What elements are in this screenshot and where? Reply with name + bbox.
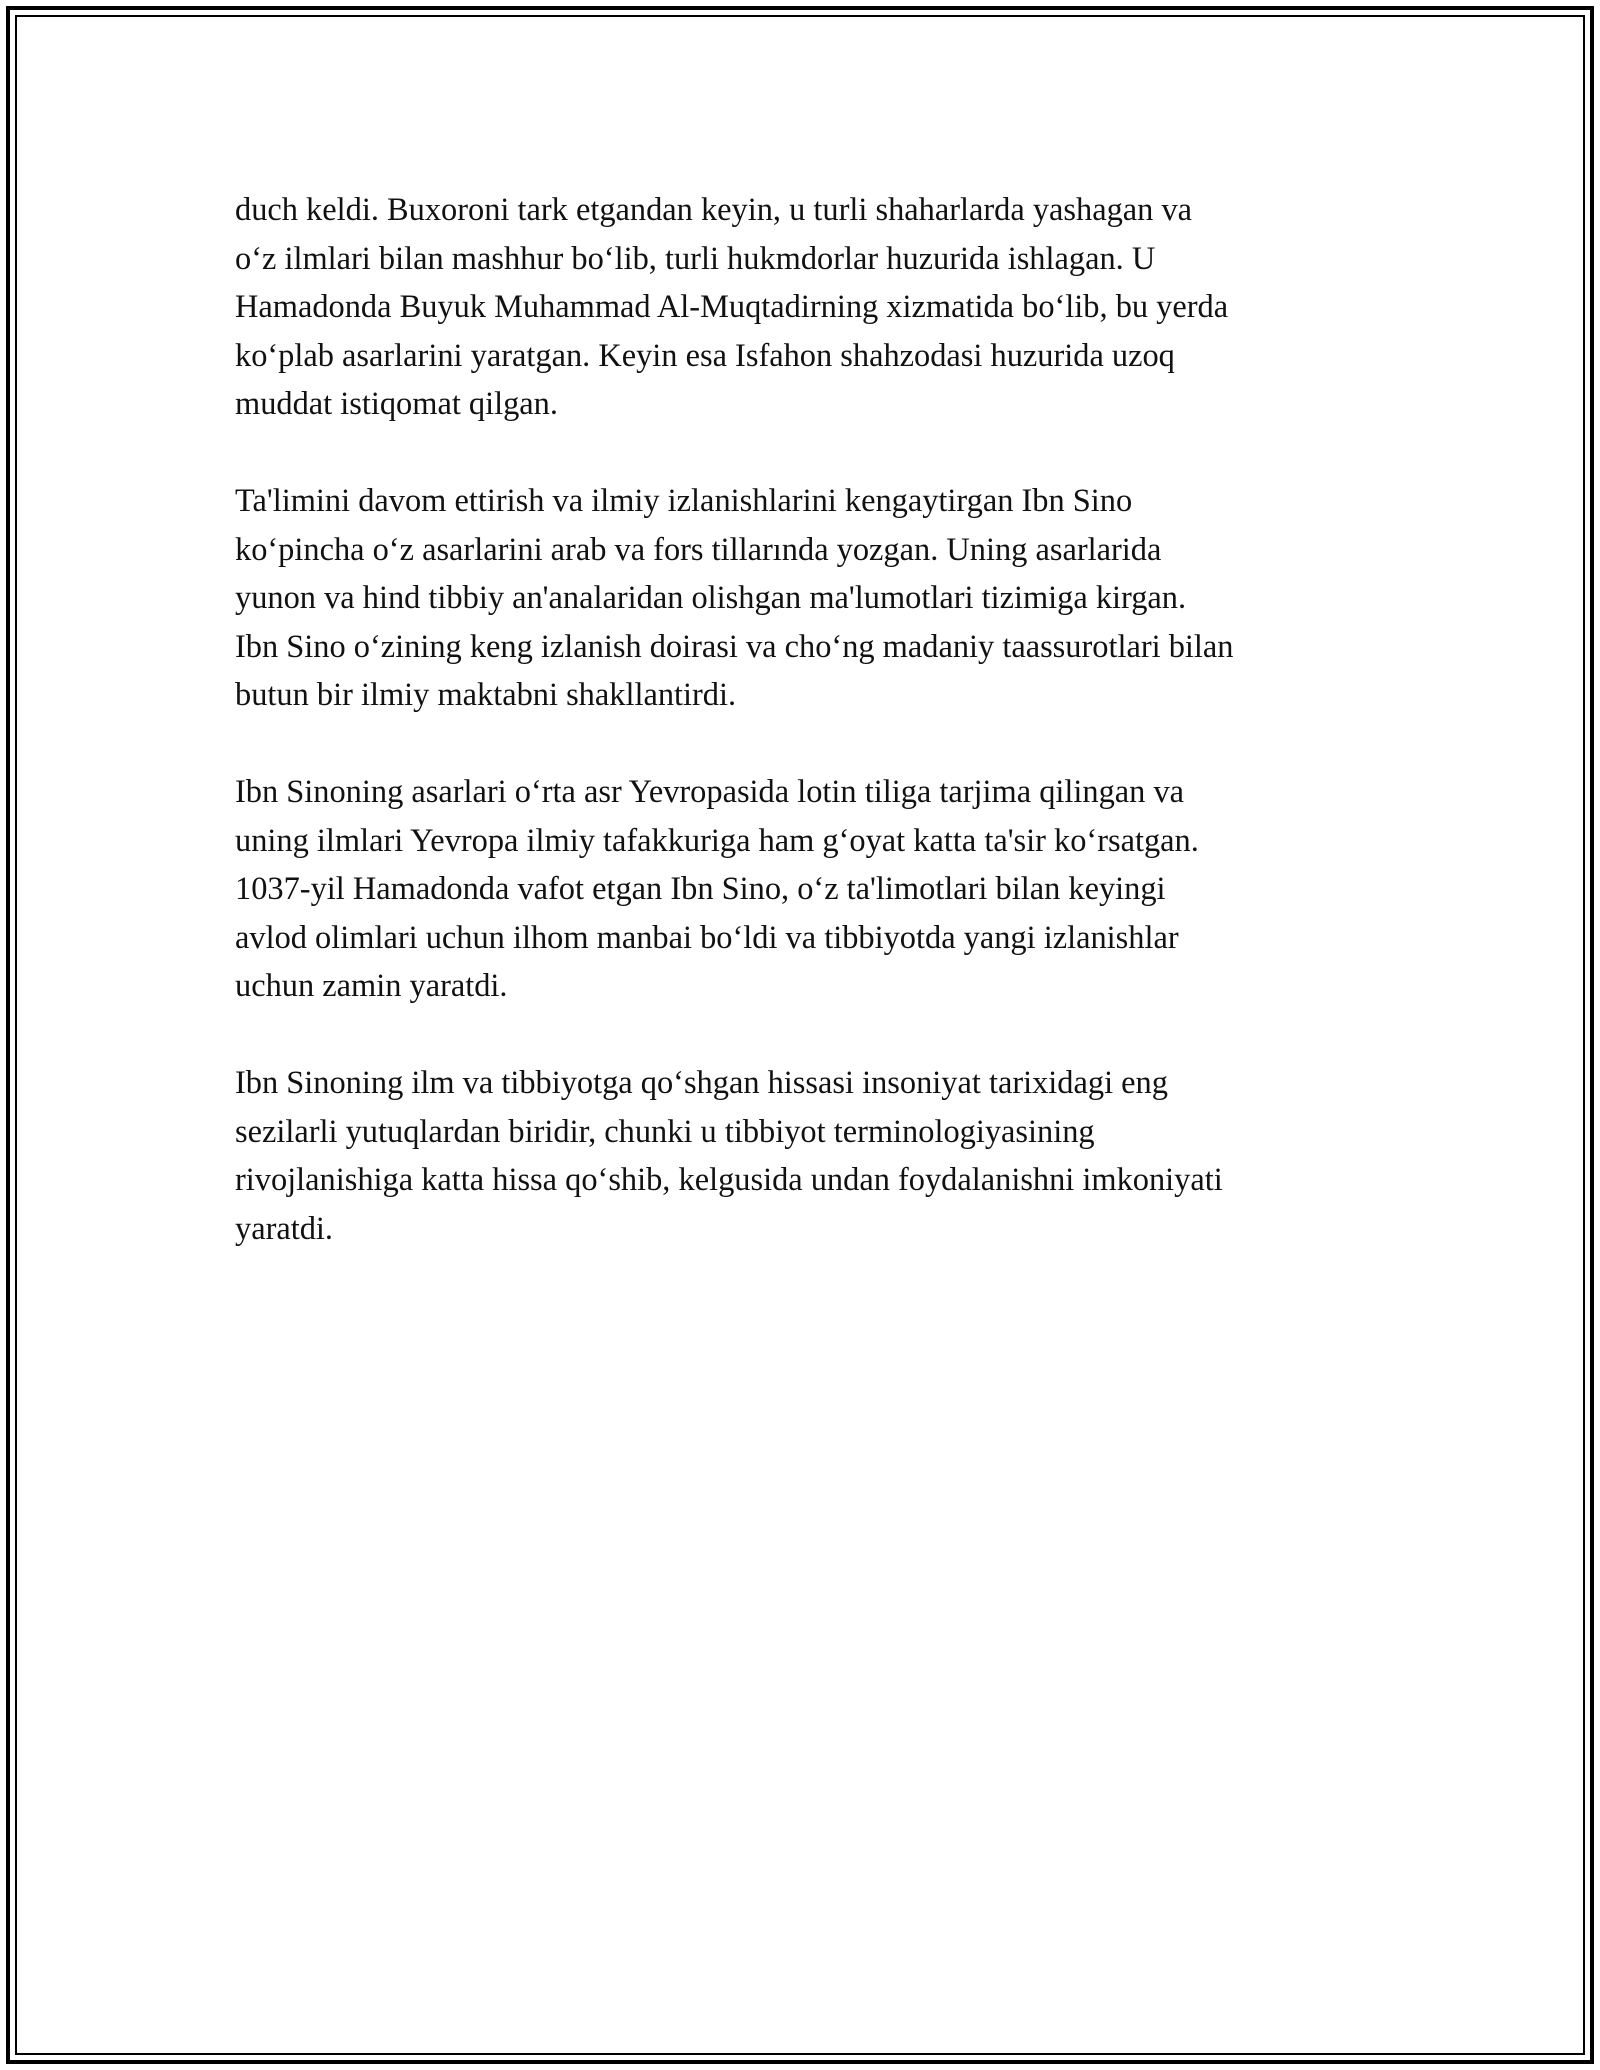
text-line: butun bir ilmiy maktabni shakllantirdi. — [235, 677, 737, 713]
paragraph-1 — [235, 186, 1375, 429]
text-line: rivojlanishiga katta hissa qo‘shib, kelgusida undan foydalanishni imkoniyati — [235, 1162, 1223, 1198]
paragraph-2 — [235, 477, 1375, 720]
text-line: yunon va hind tibbiy an'analaridan olishgan ma'lumotlari tizimiga kirgan. — [235, 580, 1187, 616]
text-line: Ibn Sinoning ilm va tibbiyotga qo‘shgan hissasi insoniyat tarixidagi eng — [235, 1065, 1168, 1101]
text-line: sezilarli yutuqlardan biridir, chunki u tibbiyot terminologiyasining — [235, 1113, 1095, 1150]
text-line: uchun zamin yaratdi. — [235, 968, 508, 1004]
text-line: ko‘plab asarlarini yaratgan. Keyin esa Isfahon shahzodasi huzurida uzoq — [235, 337, 1175, 374]
text-line: Ibn Sinoning asarlari o‘rta asr Yevropasida lotin tiliga tarjima qilingan va — [235, 774, 1185, 810]
text-line: o‘z ilmlari bilan mashhur bo‘lib, turli hukmdorlar huzurida ishlagan. U — [235, 240, 1156, 277]
text-line: Hamadonda Buyuk Muhammad Al-Muqtadirning xizmatida bo‘lib, bu yerda — [235, 289, 1229, 325]
document-body — [235, 186, 1375, 1302]
text-line: duch keldi. Buxoroni tark etgandan keyin, u turli shaharlarda yashagan va — [235, 192, 1193, 228]
text-line: 1037-yil Hamadonda vafot etgan Ibn Sino, o‘z ta'limotlari bilan keyingi — [235, 871, 1166, 907]
text-line: uning ilmlari Yevropa ilmiy tafakkuriga ham g‘oyat katta ta'sir ko‘rsatgan. — [235, 822, 1199, 859]
text-line: Ibn Sino o‘zining keng izlanish doirasi va cho‘ng madaniy taassurotlari bilan — [235, 628, 1234, 665]
text-line: Ta'limini davom ettirish va ilmiy izlanishlarini kengaytirgan Ibn Sino — [235, 483, 1133, 519]
text-line: avlod olimlari uchun ilhom manbai bo‘ldi va tibbiyotda yangi izlanishlar — [235, 919, 1179, 956]
text-line: ko‘pincha o‘z asarlarini arab va fors tillarında yozgan. Uning asarlarida — [235, 531, 1162, 568]
paragraph-4 — [235, 1059, 1375, 1253]
text-line: muddat istiqomat qilgan. — [235, 386, 558, 422]
text-line: yaratdi. — [235, 1210, 334, 1247]
paragraph-3 — [235, 768, 1375, 1011]
